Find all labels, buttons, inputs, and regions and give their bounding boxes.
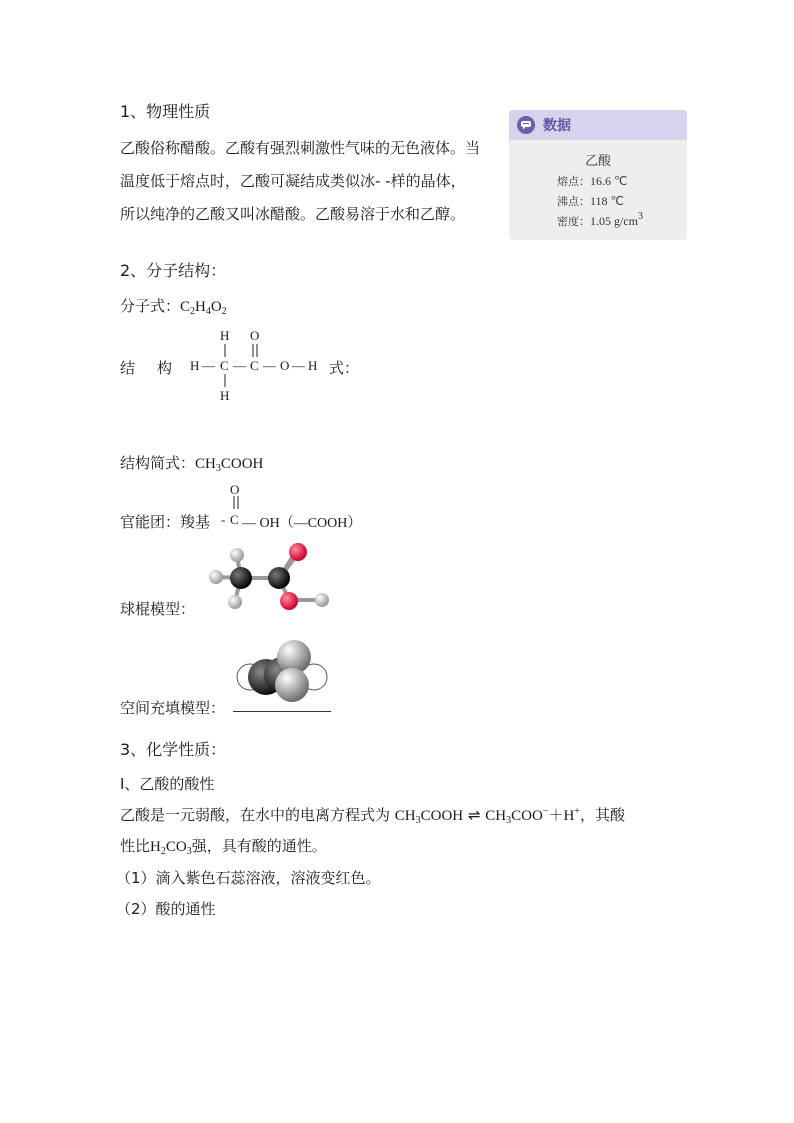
boiling-point-value: 118 ℃ — [590, 194, 625, 208]
atom-o-top: O — [250, 328, 260, 343]
bond-3: — — [263, 358, 276, 373]
simple-formula-value: $CH_3COOH$ — [195, 456, 264, 474]
functional-group-label: 官能团：羧基 — [120, 513, 211, 531]
density-label: 密度： — [557, 215, 590, 228]
acid-properties-item: （2）酸的通性 — [116, 900, 216, 918]
melting-point-label: 熔点： — [557, 175, 590, 188]
litmus-item: （1）滴入紫色石蕊溶液，溶液变红色。 — [116, 869, 381, 887]
data-card-title: 数据 — [543, 118, 571, 134]
density-value: 1.05 g/cm — [590, 214, 638, 228]
equation-arrow: ⇌ — [467, 806, 481, 824]
atom-c-2: C — [250, 358, 259, 373]
space-filling-model — [236, 637, 328, 705]
density-row — [557, 213, 687, 229]
molecular-formula-value: $C_2H_4O_2$ — [180, 299, 227, 317]
hydrogen-atom — [230, 548, 244, 562]
data-card-header — [509, 110, 687, 140]
speech-bubble-icon — [517, 116, 535, 134]
bond-1: — — [202, 358, 215, 373]
section-2-heading: 2、分子结构： — [120, 261, 227, 280]
carboxyl-carbon: C — [230, 512, 239, 527]
boiling-point-row — [557, 193, 687, 209]
paragraph-line-2: 温度低于熔点时，乙酸可凝结成类似冰- -样的晶体， — [120, 172, 466, 190]
carbon-atom — [268, 567, 290, 589]
atom-h-bottom: H — [220, 388, 230, 403]
acidity-subheading: I、乙酸的酸性 — [120, 775, 215, 793]
atom-c-1: C — [220, 358, 229, 373]
carboxyl-oxygen: O — [230, 482, 240, 497]
bond-4: — — [292, 358, 305, 373]
melting-point-row — [557, 173, 687, 189]
structural-formula-label-1: 结 — [120, 359, 136, 377]
atom-h-right: H — [308, 358, 318, 373]
bond-2: — — [233, 358, 246, 373]
hydrogen-atom — [315, 593, 329, 607]
ionization-text-b: ，其酸 — [579, 806, 625, 824]
physical-properties-paragraph — [120, 132, 480, 231]
ball-stick-model — [205, 540, 335, 615]
melting-point-value: 16.6 ℃ — [590, 174, 628, 188]
data-card — [509, 110, 687, 240]
ionization-equation-line — [120, 804, 625, 825]
oxygen-atom — [280, 592, 298, 610]
space-filling-label: 空间充填模型： — [120, 699, 226, 717]
equation-products: $CH_3COO^-+H^+$ — [485, 806, 580, 826]
carboxyl-double-bond — [230, 496, 242, 510]
boiling-point-label: 沸点： — [557, 195, 590, 208]
structural-bonds — [215, 340, 265, 390]
atom-h-top: H — [220, 328, 230, 343]
simple-structural-formula — [120, 452, 263, 473]
paragraph-line-3: 所以纯净的乙酸又叫冰醋酸。乙酸易溶于水和乙醇。 — [120, 205, 466, 223]
acidity-comparison-line — [120, 835, 327, 856]
ionization-text-a: 乙酸是一元弱酸，在水中的电离方程式为 — [120, 806, 391, 824]
section-1-heading: 1、物理性质 — [120, 102, 211, 121]
data-card-substance: 乙酸 — [584, 154, 611, 169]
density-exponent: 3 — [638, 211, 643, 222]
atom-h-left: H — [190, 358, 200, 373]
hydrogen-atom — [228, 595, 242, 609]
acidity-text-c: 性比 — [120, 837, 151, 855]
acidity-text-d: 强，具有酸的通性。 — [191, 837, 327, 855]
ball-stick-label: 球棍模型： — [120, 600, 196, 618]
answer-blank-line — [233, 711, 331, 712]
carboxyl-tail: — OH（—COOH） — [242, 516, 362, 531]
molecular-formula — [120, 295, 227, 316]
paragraph-line-1: 乙酸俗称醋酸。乙酸有强烈刺激性气味的无色液体。当 — [120, 139, 481, 157]
structural-formula-label-3: 式： — [329, 359, 360, 377]
atom-o-mid: O — [280, 358, 290, 373]
section-3-heading: 3、化学性质： — [120, 740, 227, 759]
molecular-formula-label: 分子式： — [120, 297, 181, 315]
structural-formula-label-2: 构 — [157, 359, 173, 377]
carbonic-acid-formula: $H_2CO_3$ — [150, 839, 192, 857]
oxygen-atom — [289, 543, 307, 561]
carboxyl-dash: - — [221, 512, 226, 527]
simple-formula-label: 结构简式： — [120, 454, 196, 472]
carbon-atom — [230, 567, 252, 589]
hydrogen-atom — [209, 570, 223, 584]
equation-reactant: $CH_3COOH$ — [394, 808, 464, 826]
